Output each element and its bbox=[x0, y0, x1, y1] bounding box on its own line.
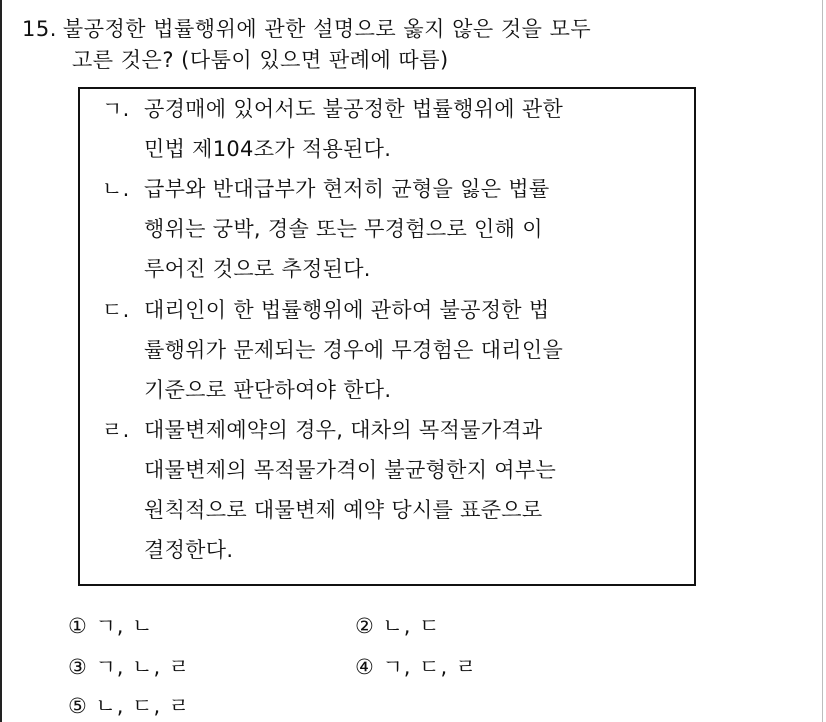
choice-5-number: ⑤ bbox=[68, 694, 88, 718]
statement-a-text-1: 공경매에 있어서도 불공정한 법률행위에 관한 bbox=[144, 97, 564, 121]
statement-c-line-2: 률행위가 문제되는 경우에 무경험은 대리인을 bbox=[144, 338, 564, 362]
statement-b bbox=[102, 169, 692, 289]
choice-2-number: ② bbox=[355, 614, 375, 638]
statement-a-line-1 bbox=[102, 89, 692, 129]
statement-a bbox=[102, 89, 692, 169]
choice-5[interactable] bbox=[68, 690, 190, 720]
question-text-1: 불공정한 법률행위에 관한 설명으로 옳지 않은 것을 모두 bbox=[62, 17, 592, 41]
statement-c-line-1 bbox=[102, 290, 692, 330]
question-line-1 bbox=[22, 14, 591, 45]
statement-d-line-2: 대물변제의 목적물가격이 불균형한지 여부는 bbox=[144, 458, 557, 482]
statement-b-line-1 bbox=[102, 169, 692, 209]
statement-a-line-2: 민법 제104조가 적용된다. bbox=[144, 137, 392, 161]
choice-3-number: ③ bbox=[68, 655, 88, 679]
statement-a-marker: ㄱ. bbox=[102, 97, 130, 121]
statement-c-marker: ㄷ. bbox=[102, 298, 130, 322]
choice-2[interactable] bbox=[355, 610, 440, 640]
statement-b-text-1: 급부와 반대급부가 현저히 균형을 잃은 법률 bbox=[144, 177, 550, 201]
choice-4[interactable] bbox=[355, 651, 477, 681]
right-margin-rule bbox=[822, 0, 823, 722]
choice-3[interactable] bbox=[68, 651, 190, 681]
statement-b-marker: ㄴ. bbox=[102, 177, 130, 201]
statement-b-line-2: 행위는 궁박, 경솔 또는 무경험으로 인해 이 bbox=[144, 217, 543, 241]
statements-box bbox=[78, 87, 696, 586]
left-margin-rule bbox=[0, 0, 2, 722]
choice-3-text: ㄱ, ㄴ, ㄹ bbox=[95, 655, 191, 679]
statement-b-line-3: 루어진 것으로 추정된다. bbox=[144, 257, 371, 281]
choice-1-number: ① bbox=[68, 614, 88, 638]
statement-d-line-3: 원칙적으로 대물변제 예약 당시를 표준으로 bbox=[144, 498, 543, 522]
statement-d-line-1 bbox=[102, 410, 692, 450]
statement-c-text-1: 대리인이 한 법률행위에 관하여 불공정한 법 bbox=[144, 298, 550, 322]
choice-1[interactable] bbox=[68, 610, 153, 640]
statement-d-text-1: 대물변제예약의 경우, 대차의 목적물가격과 bbox=[144, 418, 543, 442]
question-number: 15. bbox=[22, 17, 57, 41]
statement-d-marker: ㄹ. bbox=[102, 418, 130, 442]
statement-d bbox=[102, 410, 692, 570]
choice-4-text: ㄱ, ㄷ, ㄹ bbox=[382, 655, 478, 679]
question-stem bbox=[22, 14, 591, 76]
question-line-2: 고른 것은? (다툼이 있으면 판례에 따름) bbox=[72, 48, 449, 72]
statement-c bbox=[102, 290, 692, 410]
choice-5-text: ㄴ, ㄷ, ㄹ bbox=[95, 694, 191, 718]
statement-c-line-3: 기준으로 판단하여야 한다. bbox=[144, 378, 392, 402]
choice-1-text: ㄱ, ㄴ bbox=[95, 614, 154, 638]
choice-2-text: ㄴ, ㄷ bbox=[382, 614, 441, 638]
statement-d-line-4: 결정한다. bbox=[144, 538, 234, 562]
choice-4-number: ④ bbox=[355, 655, 375, 679]
